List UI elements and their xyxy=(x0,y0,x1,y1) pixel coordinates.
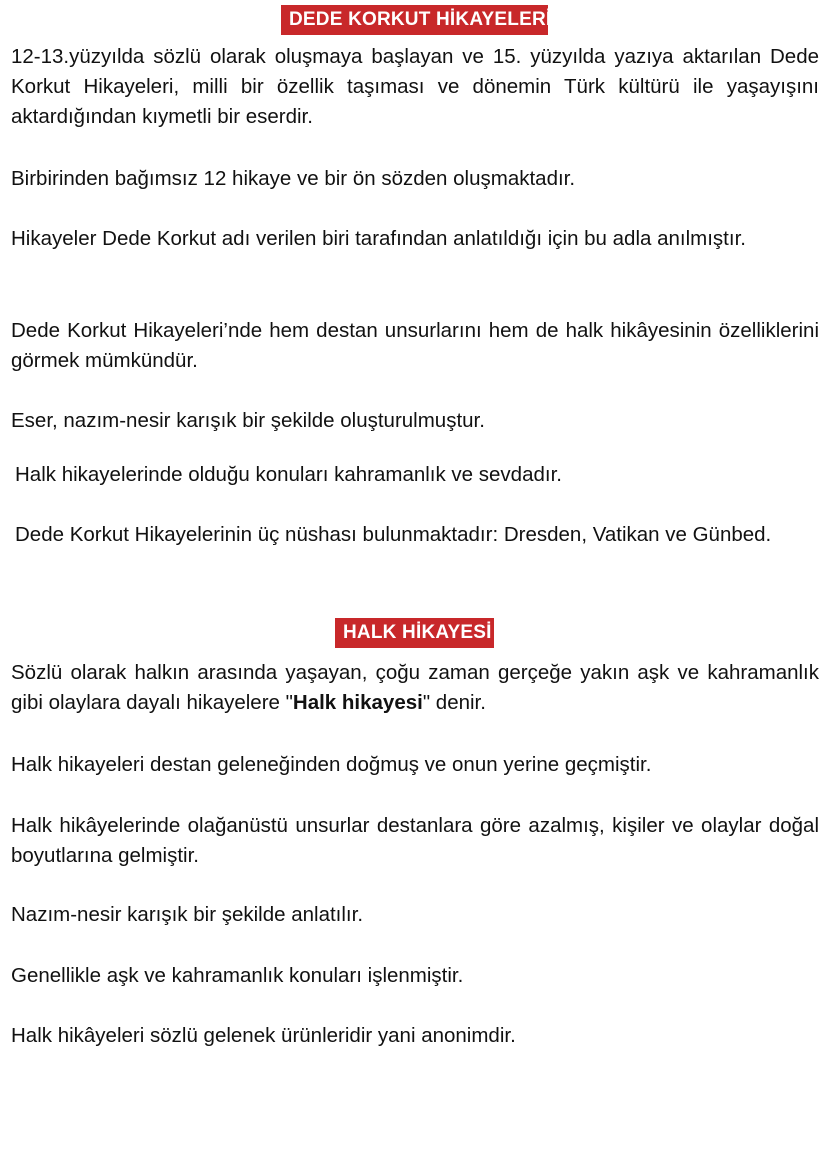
paragraph-dk-2: Birbirinden bağımsız 12 hikaye ve bir ön sözden oluşmaktadır. xyxy=(11,167,576,190)
intro-text-before: Sözlü olarak halkın arasında yaşayan, çoğu zaman gerçeğe yakın aşk ve kahramanlık gibi olaylara dayalı hikayelere " xyxy=(11,661,819,714)
intro-text-bold: Halk hikayesi xyxy=(292,691,423,714)
paragraph-hh-4: Genellikle aşk ve kahramanlık konuları işlenmiştir. xyxy=(11,964,464,987)
paragraph-hh-intro xyxy=(11,658,819,718)
paragraph-hh-1: Halk hikayeleri destan geleneğinden doğmuş ve onun yerine geçmiştir. xyxy=(11,753,652,776)
paragraph-hh-5: Halk hikâyeleri sözlü gelenek ürünleridir yani anonimdir. xyxy=(11,1024,516,1047)
section-title-halk-hikayesi: HALK HİKAYESİ xyxy=(335,618,494,648)
paragraph-dk-5: Eser, nazım-nesir karışık bir şekilde oluşturulmuştur. xyxy=(11,409,485,432)
paragraph-hh-2: Halk hikâyelerinde olağanüstü unsurlar destanlara göre azalmış, kişiler ve olaylar doğal boyutlarına gelmiştir. xyxy=(11,814,819,867)
paragraph-dk-1: 12-13.yüzyılda sözlü olarak oluşmaya başlayan ve 15. yüzyılda yazıya aktarılan Dede Korkut Hikayeleri, milli bir özellik taşıması ve dönemin Türk kültürü ile yaşayışını aktardığından kıymetli bir eserdir. xyxy=(11,45,819,128)
paragraph-dk-3: Hikayeler Dede Korkut adı verilen biri tarafından anlatıldığı için bu adla anılmıştır. xyxy=(11,227,746,250)
paragraph-dk-4: Dede Korkut Hikayeleri’nde hem destan unsurlarını hem de halk hikâyesinin özelliklerini görmek mümkündür. xyxy=(11,319,819,372)
intro-text-after: " denir. xyxy=(422,691,486,714)
paragraph-dk-6: Halk hikayelerinde olduğu konuları kahramanlık ve sevdadır. xyxy=(15,463,562,486)
section-title-dede-korkut: DEDE KORKUT HİKAYELERİ xyxy=(281,5,548,35)
paragraph-dk-7: Dede Korkut Hikayelerinin üç nüshası bulunmaktadır: Dresden, Vatikan ve Günbed. xyxy=(15,523,772,546)
paragraph-hh-3: Nazım-nesir karışık bir şekilde anlatılır. xyxy=(11,903,364,926)
